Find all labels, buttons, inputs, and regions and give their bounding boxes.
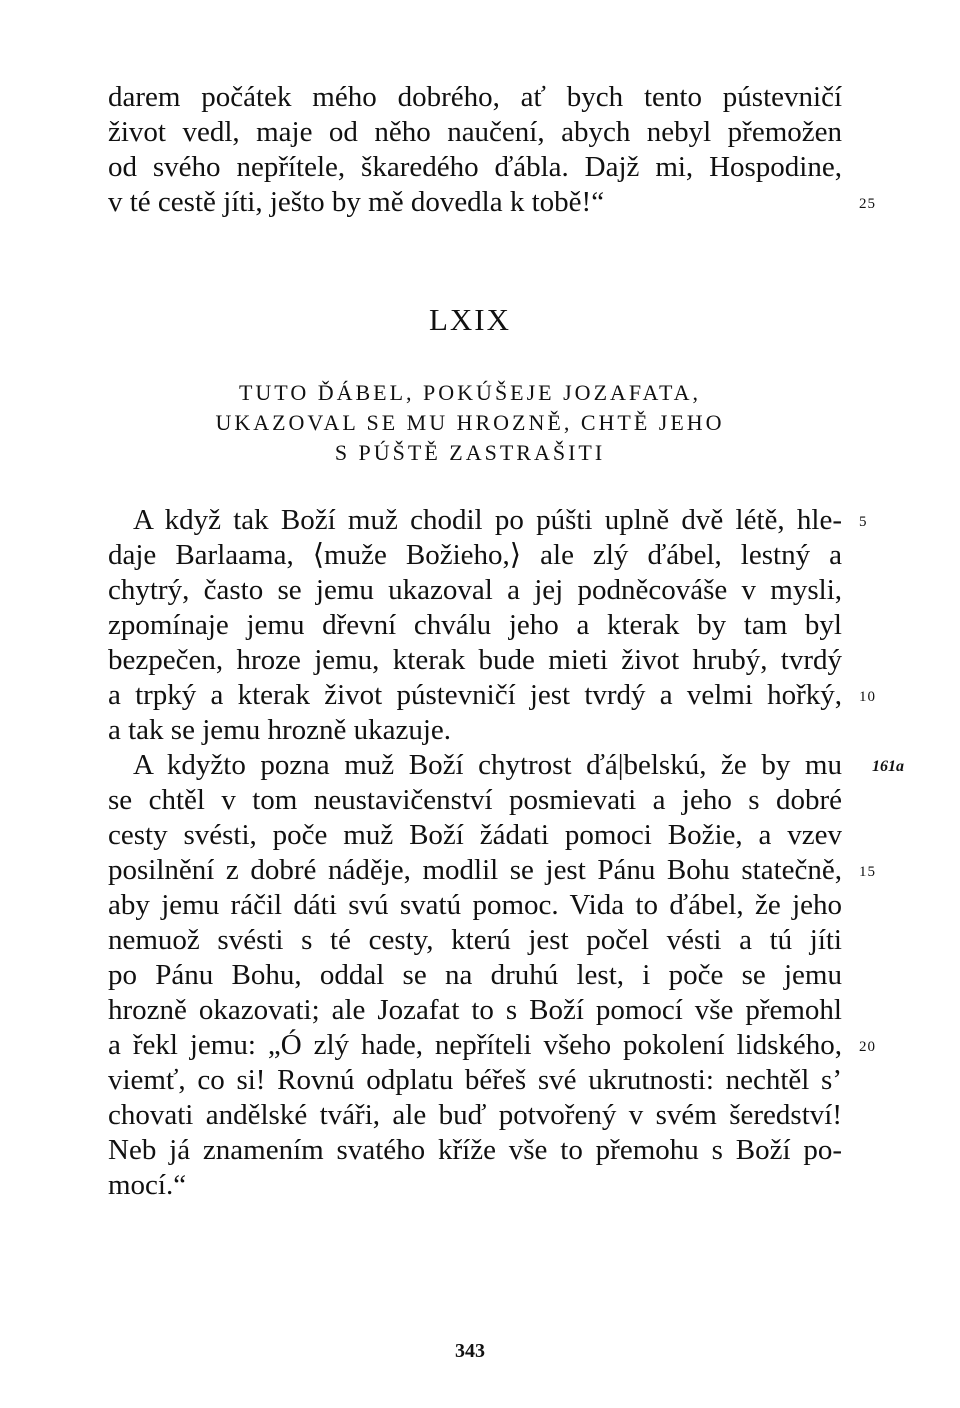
text-line: Neb já znamením svatého kříže vše to přemohu s Boží po-: [108, 1134, 842, 1166]
text-line: po Pánu Bohu, oddal se na druhú lest, i poče se jemu: [108, 959, 842, 991]
text-line: a řekl jemu: „Ó zlý hade, nepříteli všeho pokolení lidského,: [108, 1029, 842, 1061]
text-line: aby jemu ráčil dáti svú svatú pomoc. Vida to ďábel, že jeho: [108, 889, 842, 921]
text-line: chytrý, často se jemu ukazoval a jej podněcováše v mysli,: [108, 574, 842, 606]
text-line: darem počátek mého dobrého, ať bych tento pústevničí: [108, 81, 842, 113]
chapter-title-line: S PÚŠTĚ ZASTRAŠITI: [334, 440, 606, 465]
page-number: 343: [455, 1340, 485, 1362]
line-number: 15: [859, 864, 876, 880]
folio-marker: 161a: [872, 758, 904, 775]
text-line: posilnění z dobré náděje, modlil se jest Pánu Bohu statečně,: [108, 854, 842, 886]
text-line: hrozně okazovati; ale Jozafat to s Boží pomocí vše přemohl: [108, 994, 842, 1026]
chapter-title-line: TUTO ĎÁBEL, POKÚŠEJE JOZAFATA,: [238, 380, 702, 405]
text-line: viemť, co si! Rovnú odplatu béřeš své ukrutnosti: nechtěl s’: [108, 1064, 842, 1096]
text-line: život vedl, maje od něho naučení, abych nebyl přemožen: [108, 116, 842, 148]
text-line: a tak se jemu hrozně ukazuje.: [108, 714, 452, 746]
line-number: 20: [859, 1039, 876, 1055]
text-line: daje Barlaama, ⟨muže Božieho,⟩ ale zlý ďábel, lestný a: [108, 539, 842, 571]
text-line: zpomínaje jemu dřevní chválu jeho a kterak by tam byl: [108, 609, 842, 641]
text-line: chovati andělské tváři, ale buď potvořený v svém šeredství!: [108, 1099, 842, 1131]
chapter-title-line: UKAZOVAL SE MU HROZNĚ, CHTĚ JEHO: [215, 410, 725, 435]
text-line: od svého nepřítele, škaredého ďábla. Dajž mi, Hospodine,: [108, 151, 842, 183]
line-number: 5: [859, 514, 868, 530]
text-line: bezpečen, hroze jemu, kterak bude mieti život hrubý, tvrdý: [108, 644, 842, 676]
line-number: 25: [859, 196, 876, 212]
text-line: A když tak Boží muž chodil po púšti uplně dvě létě, hle-: [133, 504, 842, 536]
line-number: 10: [859, 689, 876, 705]
text-line: a trpký a kterak život pústevničí jest tvrdý a velmi hořký,: [108, 679, 842, 711]
text-line: se chtěl v tom neustavičenství posmievati a jeho s dobré: [108, 784, 842, 816]
text-line: A kdyžto pozna muž Boží chytrost ďá|belskú, že by mu: [133, 749, 842, 781]
text-line: cesty svésti, poče muž Boží žádati pomoci Božie, a vzev: [108, 819, 842, 851]
text-line: v té cestě jíti, ješto by mě dovedla k tobě!“: [108, 186, 605, 218]
text-line: mocí.“: [108, 1169, 187, 1201]
text-line: nemuož svésti s té cesty, kterú jest počel vésti a tú jíti: [108, 924, 842, 956]
chapter-number: LXIX: [428, 302, 512, 337]
